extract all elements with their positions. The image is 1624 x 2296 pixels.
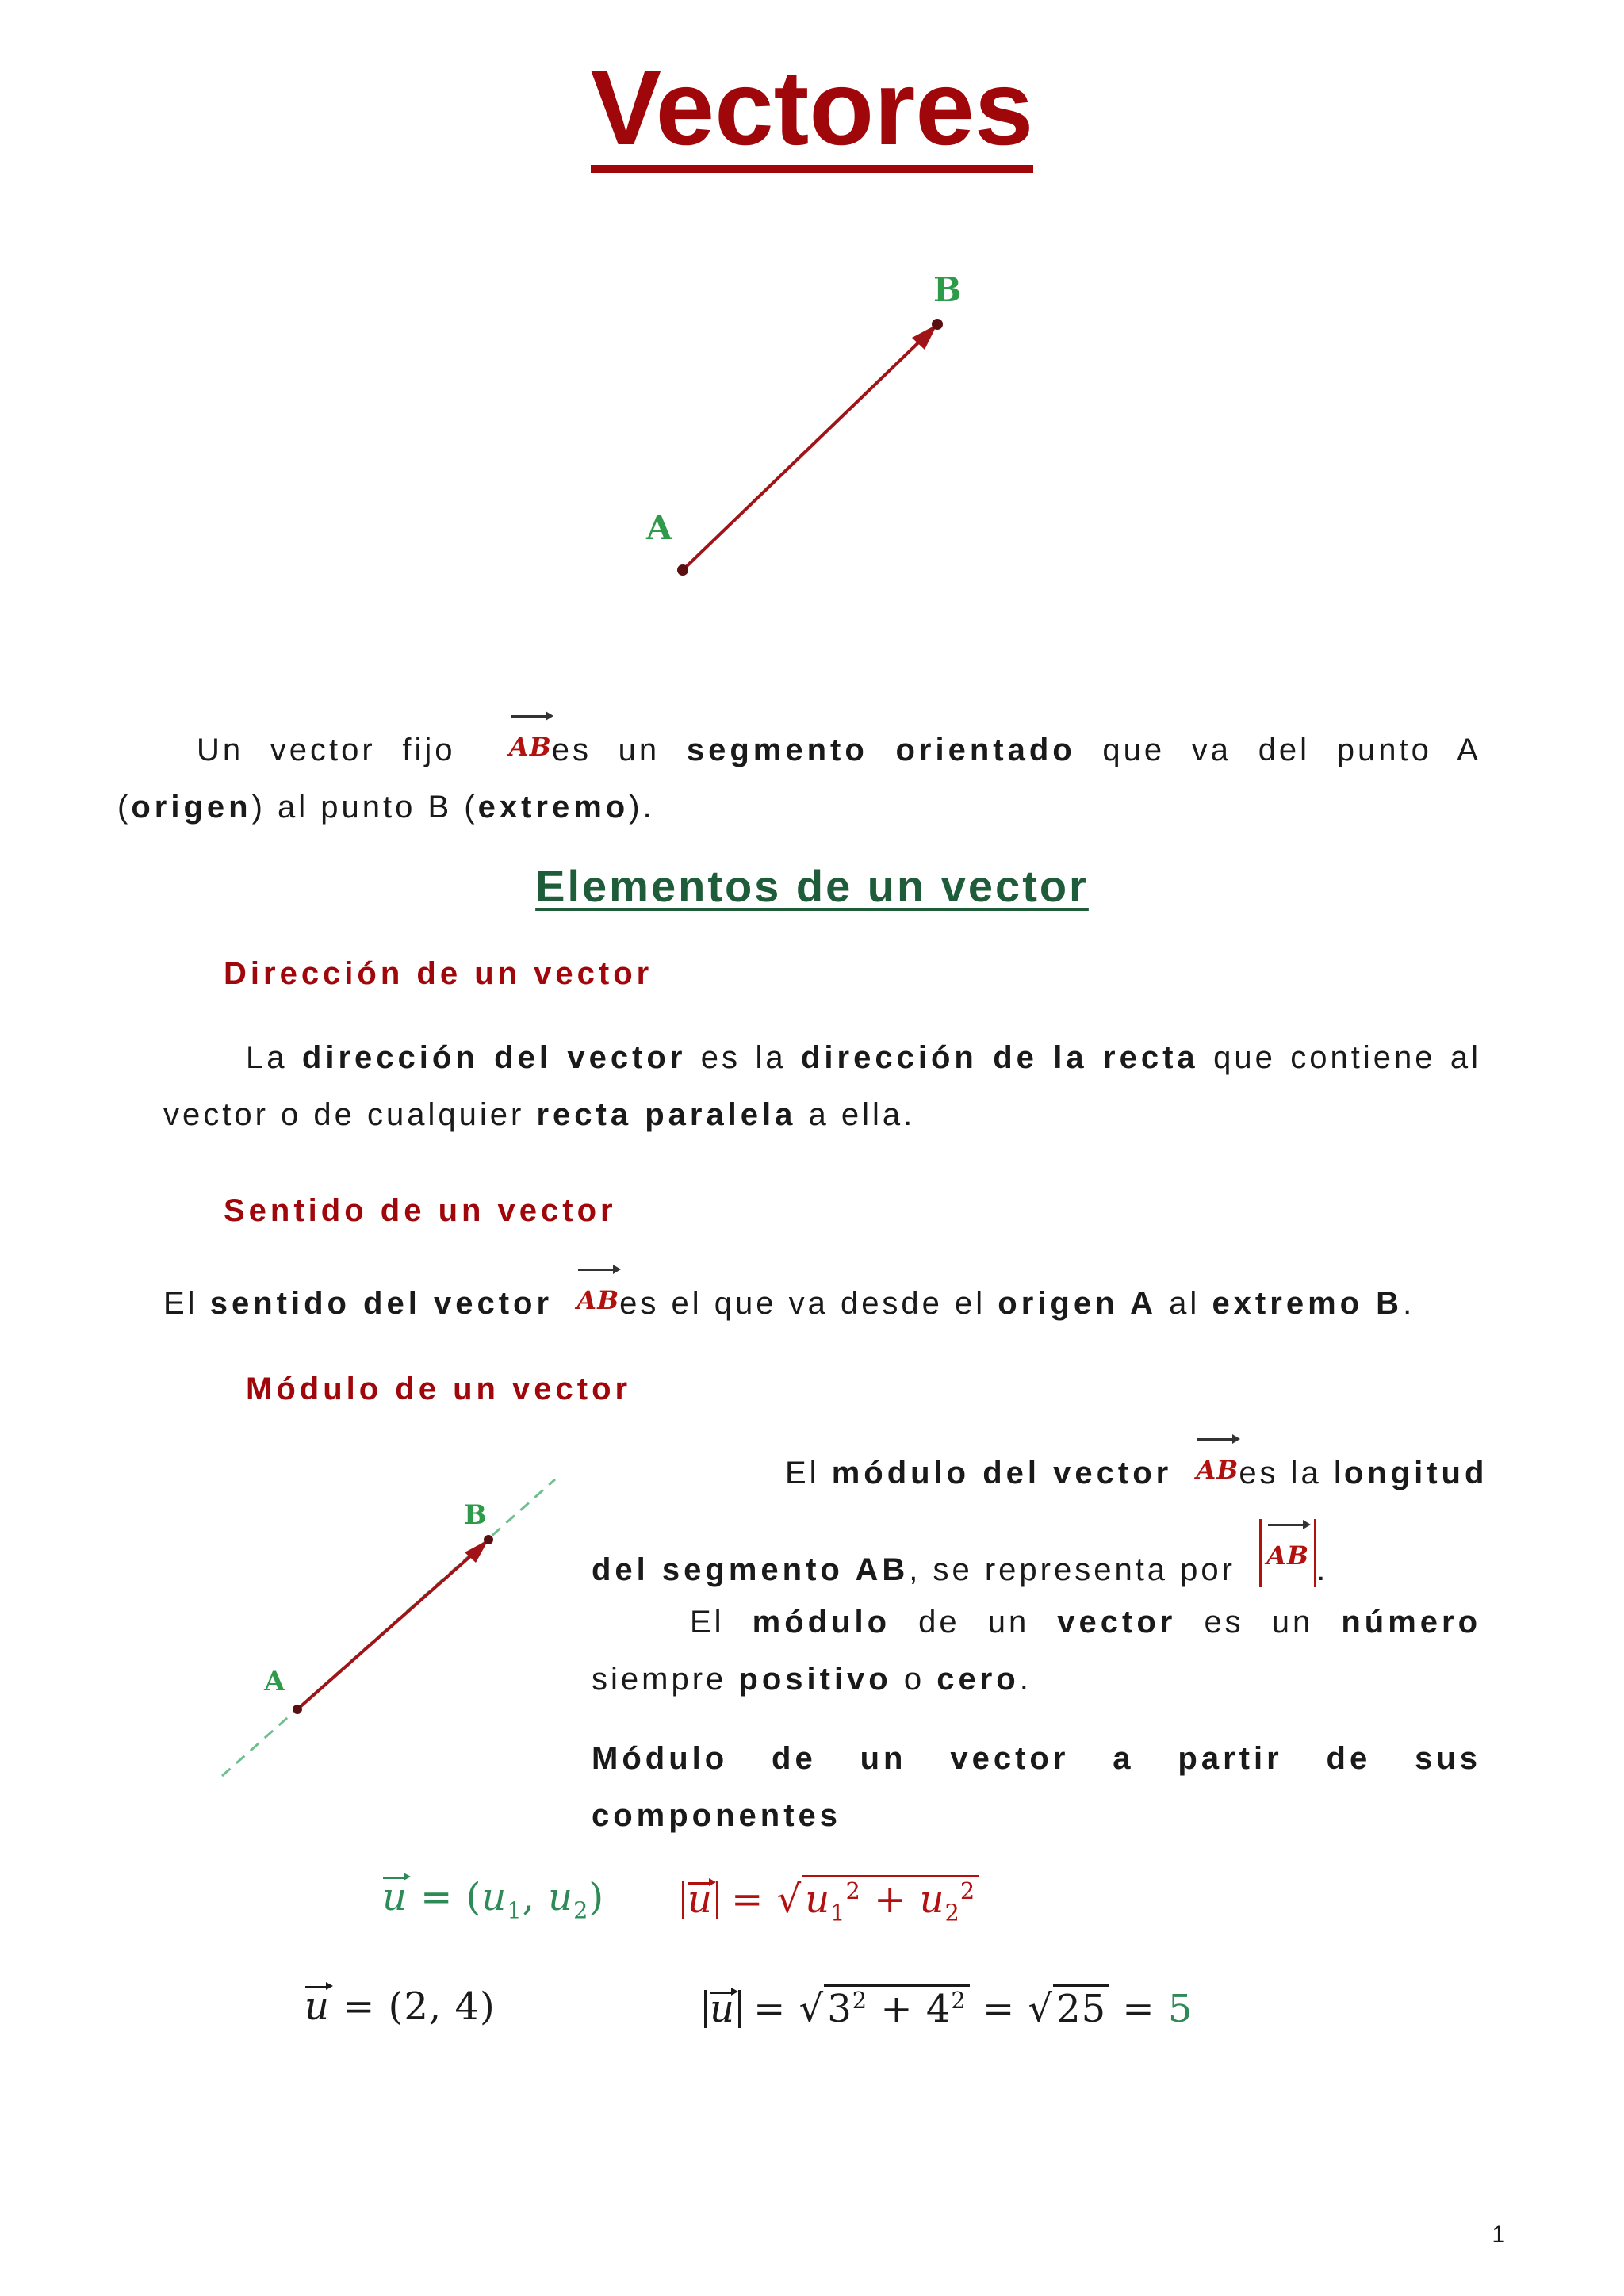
page-title: Vectores: [0, 55, 1624, 173]
modulo-heading: Módulo de un vector: [246, 1372, 632, 1406]
vector-ab-line: [683, 329, 933, 570]
point-b: [484, 1535, 493, 1544]
vector-ab-notation: AB: [509, 714, 552, 775]
intro-paragraph: Un vector fijo ABes un segmento orientado que va del punto A (origen) al punto B (extremo).: [117, 714, 1481, 836]
point-a: [677, 564, 688, 576]
label-a: A: [264, 1666, 285, 1697]
point-b: [932, 319, 943, 330]
direccion-heading: Dirección de un vector: [224, 956, 653, 991]
example-modulus: $u = √3^2 + 4^2 = √25 = 5$: [704, 1984, 1193, 2031]
vector-ab-figure: [619, 262, 983, 595]
modulo-figure: [214, 1467, 571, 1784]
vector-ab-line: [297, 1544, 484, 1709]
page-number: 1: [1492, 2221, 1505, 2248]
label-b: B: [933, 270, 962, 309]
modulo-paragraph-2: El módulo de un vector es un número siempre positivo o cero.: [592, 1605, 1482, 1697]
formula-components: $u = (u_1$, $u_2$): [382, 1875, 605, 1924]
sentido-paragraph: El sentido del vector ABes el que va desde el origen A al extremo B.: [163, 1267, 1511, 1332]
componentes-heading: Módulo de un vector a partir de sus componentes: [592, 1741, 1481, 1833]
example-vector: u = (2, 4): [304, 1984, 496, 2029]
modulo-paragraph: El módulo del vector ABes la longitud del segmento AB, se representa por AB .: [592, 1437, 1496, 1598]
vector-ab-notation: AB: [1196, 1437, 1239, 1498]
label-b: B: [464, 1499, 487, 1531]
direccion-paragraph: La dirección del vector es la dirección de la recta que contiene al vector o de cualquier recta paralela a ella.: [163, 1040, 1481, 1132]
formula-modulus: $u = √u_1^2 + u_2^2$: [682, 1875, 979, 1927]
section-title: Elementos de un vector: [535, 861, 1089, 911]
vector-ab-notation: AB: [576, 1267, 619, 1329]
modulus-notation: AB: [1259, 1519, 1316, 1587]
sentido-heading: Sentido de un vector: [224, 1193, 617, 1228]
label-a: A: [646, 508, 672, 547]
point-a: [293, 1705, 302, 1714]
